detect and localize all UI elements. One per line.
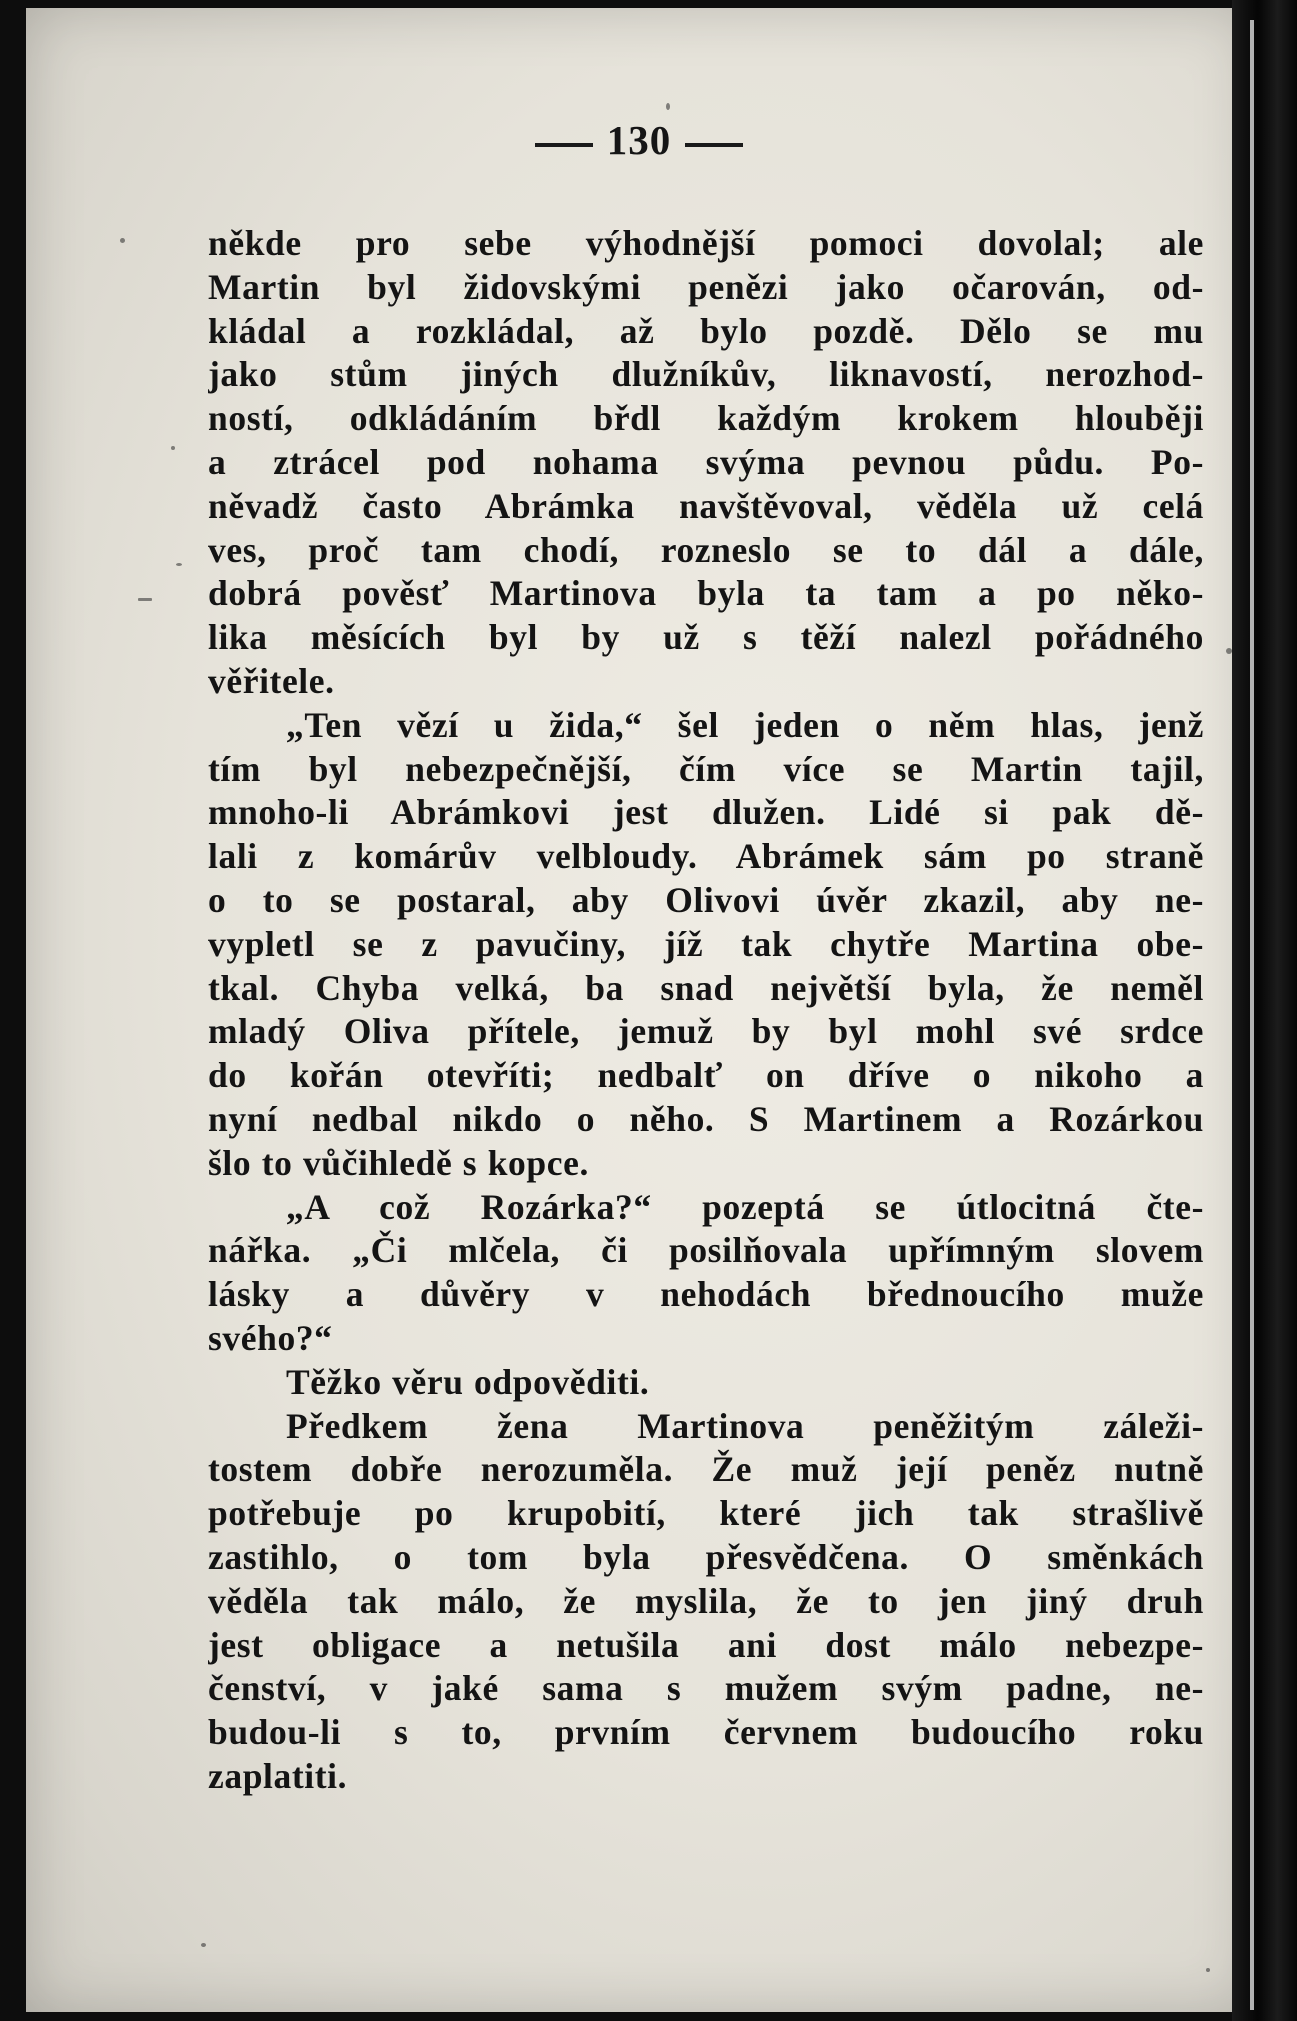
- text-line: lásky a důvěry v nehodách břednoucího muže: [208, 1274, 1204, 1315]
- text-line: mnoho-li Abrámkovi jest dlužen. Lidé si pak dě-: [208, 792, 1204, 833]
- text-line: budou-li s to, prvním červnem budoucího roku: [208, 1712, 1204, 1753]
- text-line: svého?“: [208, 1317, 333, 1358]
- text-line: nyní nedbal nikdo o něho. S Martinem a Rozárkou: [208, 1098, 1204, 1139]
- text-line: Martin byl židovskými penězi jako očarován, od-: [208, 266, 1204, 307]
- text-line: něvadž často Abrámka navštěvoval, věděla už celá: [208, 485, 1204, 526]
- text-line: o to se postaral, aby Olivovi úvěr zkazil, aby ne-: [208, 879, 1204, 920]
- scan-speck: [176, 563, 182, 566]
- body-text: [208, 222, 1204, 1799]
- text-line: tostem dobře nerozuměla. Že muž její peněz nutně: [208, 1449, 1204, 1490]
- text-line: jest obligace a netušila ani dost málo nebezpe-: [208, 1624, 1204, 1665]
- text-line: nářka. „Či mlčela, či posilňovala upřímným slovem: [208, 1230, 1204, 1271]
- text-line: ností, odkládáním břdl každým krokem hlouběji: [208, 398, 1204, 439]
- text-line: věděla tak málo, že myslila, že to jen jiný druh: [208, 1580, 1204, 1621]
- adjacent-page-edge: [1250, 20, 1254, 2010]
- text-line: šlo to vůčihledě s kopce.: [208, 1142, 589, 1183]
- text-line: jako stům jiných dlužníkův, liknavostí, nerozhod-: [208, 354, 1204, 395]
- page-number: 130: [606, 117, 672, 163]
- text-line: tím byl nebezpečnější, čím více se Martin tajil,: [208, 748, 1204, 789]
- text-line: někde pro sebe výhodnější pomoci dovolal; ale: [208, 223, 1204, 263]
- scan-speck: [120, 238, 125, 243]
- text-line: mladý Oliva přítele, jemuž by byl mohl své srdce: [208, 1011, 1204, 1052]
- scan-speck: [201, 1943, 206, 1947]
- text-line: Těžko věru odpověditi.: [286, 1361, 650, 1402]
- text-line: zastihlo, o tom byla přesvědčena. O směnkách: [208, 1536, 1204, 1577]
- text-line: lika měsících byl by už s těží nalezl pořádného: [208, 617, 1204, 658]
- book-page: [26, 8, 1252, 2012]
- scan-speck: [1206, 1968, 1210, 1972]
- text-line: ves, proč tam chodí, rozneslo se to dál a dále,: [208, 529, 1204, 570]
- page-edge-shadow: [1232, 0, 1297, 2021]
- scan-speck: [138, 598, 152, 601]
- text-line: kládal a rozkládal, až bylo pozdě. Dělo se mu: [208, 310, 1204, 351]
- text-line: čenství, v jaké sama s mužem svým padne, ne-: [208, 1668, 1204, 1709]
- text-line: a ztrácel pod nohama svýma pevnou půdu. Po-: [208, 441, 1204, 482]
- text-line: Předkem žena Martinova peněžitým záleži-: [286, 1405, 1204, 1446]
- text-line: zaplatiti.: [208, 1755, 348, 1796]
- text-line: „A což Rozárka?“ pozeptá se útlocitná čte-: [286, 1186, 1204, 1227]
- text-line: tkal. Chyba velká, ba snad největší byla, že neměl: [208, 967, 1204, 1008]
- text-line: potřebuje po krupobití, které jich tak strašlivě: [208, 1493, 1204, 1534]
- text-line: dobrá pověsť Martinova byla ta tam a po něko-: [208, 573, 1204, 614]
- text-line: do kořán otevříti; nedbalť on dříve o nikoho a: [208, 1055, 1204, 1096]
- text-line: věřitele.: [208, 660, 335, 701]
- scan-speck: [666, 103, 670, 110]
- header-dash-left: [535, 143, 593, 147]
- text-line: „Ten vězí u žida,“ šel jeden o něm hlas, jenž: [286, 704, 1204, 745]
- text-line: vypletl se z pavučiny, jíž tak chytře Martina obe-: [208, 923, 1204, 964]
- scan-speck: [171, 446, 175, 450]
- text-line: lali z komárův velbloudy. Abrámek sám po straně: [208, 836, 1204, 877]
- header-dash-right: [685, 143, 743, 147]
- page-header: [26, 116, 1252, 164]
